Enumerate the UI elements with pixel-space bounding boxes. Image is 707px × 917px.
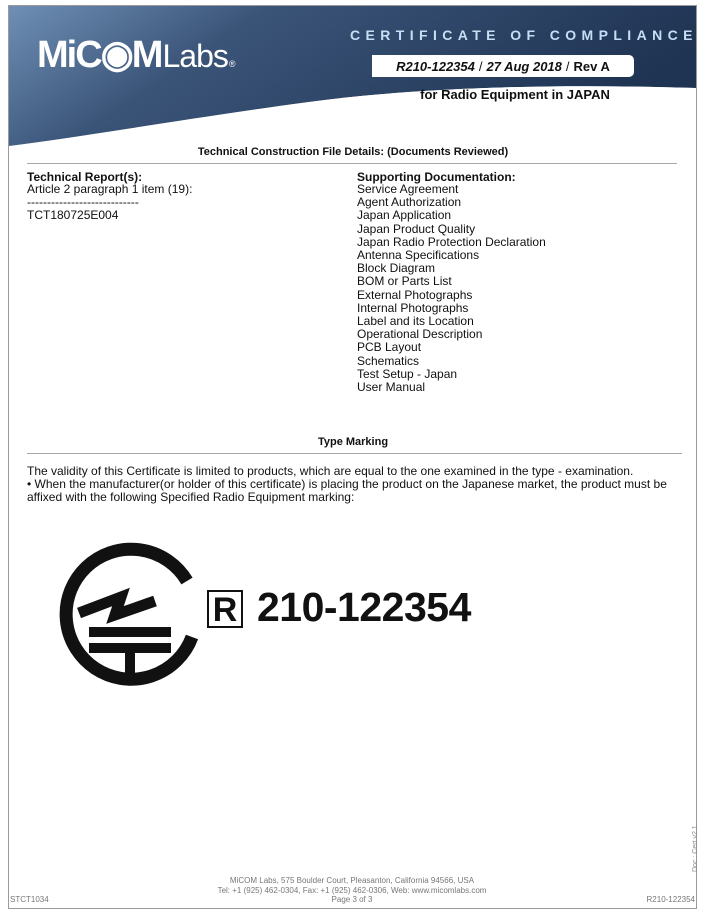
footer-right-code: R210-122354 — [646, 895, 695, 904]
validity-statement — [27, 465, 677, 505]
list-item: Japan Product Quality — [357, 221, 476, 236]
section-divider — [27, 163, 677, 164]
reference-separator: / — [565, 58, 570, 74]
japan-giteki-mark-icon — [59, 537, 201, 692]
footer-contact — [150, 876, 554, 896]
list-item: Block Diagram — [357, 261, 436, 276]
type-marking-section-title: Type Marking — [317, 436, 389, 448]
list-item: Label and its Location — [357, 314, 474, 329]
supporting-docs-list — [357, 183, 546, 394]
r-symbol: R — [207, 590, 243, 628]
validity-bullet: • When the manufacturer(or holder of this certificate) is placing the product on the Japanese market, the product must be affixed with the following Specified Radio Equipment marking: — [27, 477, 667, 505]
footer-address: MiCOM Labs, 575 Boulder Court, Pleasanton, California 94566, USA — [229, 876, 475, 885]
supporting-docs-heading: Supporting Documentation: — [357, 170, 516, 184]
logo-labs-text: Labs — [162, 38, 228, 74]
list-item: External Photographs — [357, 287, 473, 302]
list-item: BOM or Parts List — [357, 274, 452, 289]
certificate-title: CERTIFICATE OF COMPLIANCE — [350, 27, 698, 43]
list-item: Japan Radio Protection Declaration — [357, 234, 546, 249]
certificate-date: 27 Aug 2018 — [486, 58, 562, 74]
document-version-text: Doc : Cert v2.1 — [692, 825, 699, 872]
list-item: Test Setup - Japan — [357, 366, 458, 381]
list-item: Japan Application — [357, 208, 452, 223]
list-item: Internal Photographs — [357, 300, 469, 315]
certificate-number: R210-122354 — [396, 58, 475, 74]
footer-left-code: STCT1034 — [10, 895, 49, 904]
list-item: Operational Description — [357, 327, 483, 342]
list-item: PCB Layout — [357, 340, 422, 355]
marking-number: 210-122354 — [257, 584, 471, 630]
logo-trademark: ® — [228, 59, 236, 69]
logo-main-text: MiC◉M — [37, 34, 162, 76]
micom-labs-logo — [37, 32, 236, 76]
section-divider — [27, 453, 682, 454]
list-item: User Manual — [357, 380, 426, 395]
certificate-subtitle: for Radio Equipment in JAPAN — [420, 87, 610, 102]
list-item: Schematics — [357, 353, 420, 368]
report-article: Article 2 paragraph 1 item (19): — [27, 182, 193, 196]
page-number: Page 3 of 3 — [331, 895, 373, 904]
validity-line: The validity of this Certificate is limited to products, which are equal to the one examined in the type - examination. — [27, 464, 634, 478]
report-id: TCT180725E004 — [27, 208, 119, 222]
certificate-reference — [372, 55, 634, 77]
technical-reports-heading: Technical Report(s): — [27, 170, 143, 184]
certificate-revision: Rev A — [573, 58, 610, 74]
report-divider: ---------------------------- — [27, 195, 139, 209]
list-item: Service Agreement — [357, 182, 459, 196]
list-item: Agent Authorization — [357, 195, 462, 210]
footer-contact-line: Tel: +1 (925) 462-0304, Fax: +1 (925) 462-0306, Web: www.micomlabs.com — [217, 886, 487, 895]
reference-separator: / — [478, 58, 483, 74]
technical-file-section-title: Technical Construction File Details: (Documents Reviewed) — [197, 146, 509, 158]
list-item: Antenna Specifications — [357, 248, 480, 263]
document-version-note — [692, 825, 699, 873]
